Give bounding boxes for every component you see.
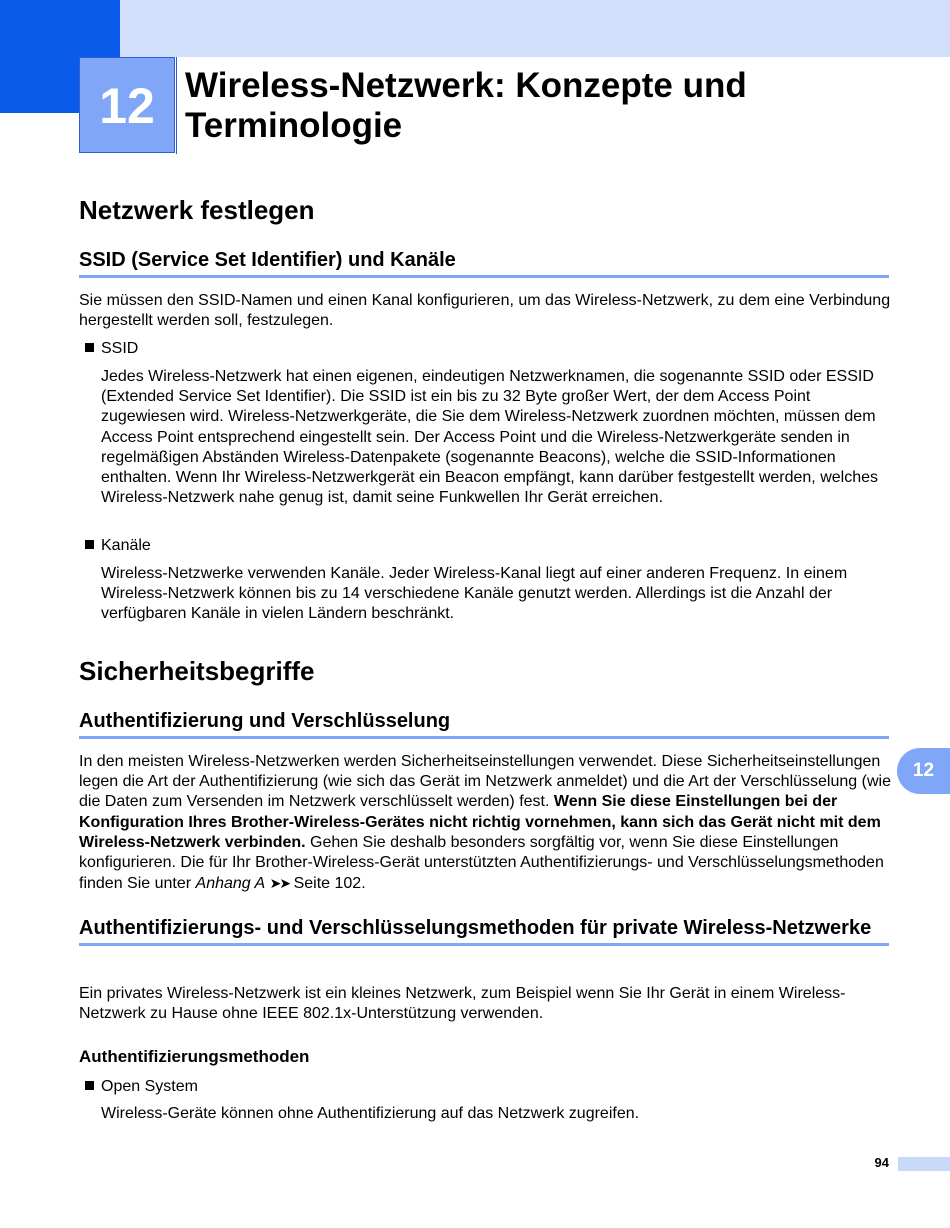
paragraph-intro: Sie müssen den SSID-Namen und einen Kanal konfigurieren, um das Wireless-Netzwerk, zu dem eine Verbindung hergestellt werden soll, festzulegen. [79,292,891,330]
chapter-title-line1: Wireless-Netzwerk: Konzepte und [185,66,747,105]
bullet-open-system [85,1077,198,1097]
text-run: Gehen Sie deshalb besonders sorgfältig vor, wenn Sie diese Einstellungen konfigurieren. Die für Ihr Brother-Wireless-Gerät unterstützten Authentifizierungs- und Verschlüsselungsmethoden finden Sie unter [79,833,884,893]
chapter-title-line2: Terminologie [185,106,403,145]
bullet-kanaele [85,536,151,556]
subsection-title-auth: Authentifizierung und Verschlüsselung [79,709,889,739]
paragraph-kanaele: Wireless-Netzwerke verwenden Kanäle. Jeder Wireless-Kanal liegt auf einer anderen Frequenz. In einem Wireless-Netzwerk können bis zu 14 verschiedene Kanäle genutzt werden. Allerdings ist die Anzahl der verfügbaren Kanäle in vielen Ländern beschränkt. [101,565,848,623]
paragraph-open-system: Wireless-Geräte können ohne Authentifizierung auf das Netzwerk zugreifen. [101,1105,640,1122]
double-arrow-icon: ➤➤ [269,875,290,892]
paragraph-private: Ein privates Wireless-Netzwerk ist ein kleines Netzwerk, zum Beispiel wenn Sie Ihr Gerät in einem Wireless-Netzwerk zu Hause ohne IEEE 802.1x-Unterstützung verwenden. [79,985,846,1023]
bullet-label: Open System [101,1078,198,1095]
bullet-square-icon [85,1081,94,1090]
bold-warning: Wenn Sie diese Einstellungen bei der Konfiguration Ihres Brother-Wireless-Gerätes nicht richtig vornehmen, kann sich das Gerät nicht mit dem Wireless-Netzwerk verbinden. [79,793,881,851]
section-title-netzwerk: Netzwerk festlegen [79,195,315,225]
text-run: In den meisten Wireless-Netzwerken werden Sicherheitseinstellungen verwendet. Diese Sicherheitseinstellungen legen die Art der Authentifizierung (wie sich das Gerät im Netzwerk anmeldet) und die Art der Verschlüsselung (wie die Daten zum Versenden im Netzwerk verschlüsselt werden) fest. [79,753,891,811]
header-band [0,0,950,57]
page-reference: Seite 102. [289,875,366,893]
bullet-label: SSID [101,340,139,357]
bullet-ssid [85,339,138,359]
section-title-sicherheit: Sicherheitsbegriffe [79,656,315,686]
subsection-title-methods: Authentifizierungs- und Verschlüsselungsmethoden für private Wireless-Netzwerke [79,916,889,946]
paragraph-auth [79,752,891,894]
chapter-side-tab: 12 [897,748,950,794]
subsection-title-ssid: SSID (Service Set Identifier) und Kanäle [79,248,889,278]
chapter-title [176,57,896,154]
appendix-reference: Anhang A [195,875,266,893]
bullet-label: Kanäle [101,537,151,554]
bullet-square-icon [85,343,94,352]
heading-auth-methods: Authentifizierungsmethoden [79,1047,310,1066]
page-number-bar [898,1157,950,1171]
paragraph-ssid: Jedes Wireless-Netzwerk hat einen eigenen, eindeutigen Netzwerknamen, die sogenannte SSID oder ESSID (Extended Service Set Identifier). Die SSID ist ein bis zu 32 Byte großer Wert, der dem Access Point zugewiesen wird. Wireless-Netzwerkgeräte, die Sie dem Wireless-Netzwerk zuordnen möchten, müssen dem Access Point entsprechend eingestellt sein. Der Access Point und die Wireless-Netzwerkgeräte senden in regelmäßigen Abständen Wireless-Datenpakete (sogenannte Beacons), welche die SSID-Informationen enthalten. Wenn Ihr Wireless-Netzwerkgerät ein Beacon empfängt, kann darüber festgestellt werden, welches Wireless-Netzwerk nahe genug ist, damit seine Funkwellen Ihr Gerät erreichen. [101,368,878,507]
page-number: 94 [874,1155,889,1170]
chapter-number: 12 [79,57,175,153]
bullet-square-icon [85,540,94,549]
